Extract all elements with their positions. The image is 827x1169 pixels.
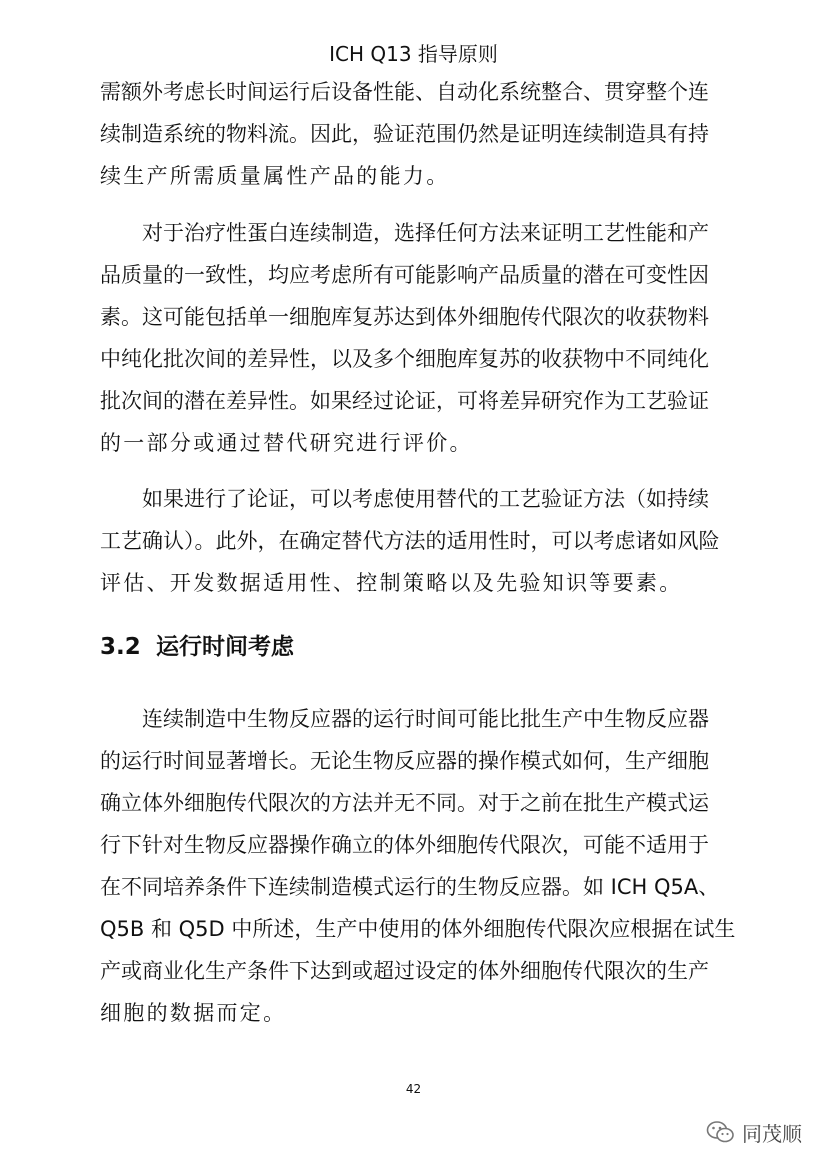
- watermark-text: 同茂顺: [742, 1122, 802, 1146]
- text-line: 品质量的一致性，均应考虑所有可能影响产品质量的潜在可变性因: [100, 263, 709, 287]
- text-line: 在不同培养条件下连续制造模式运行的生物反应器。如 ICH Q5A、: [100, 875, 720, 899]
- text-line: 的一部分或通过替代研究进行评价。: [100, 431, 473, 455]
- section-paragraph: [100, 698, 750, 1034]
- text-line: 对于治疗性蛋白连续制造，选择任何方法来证明工艺性能和产: [100, 221, 709, 245]
- text-line: 的运行时间显著增长。无论生物反应器的操作模式如何，生产细胞: [100, 749, 709, 773]
- text-line: 续制造系统的物料流。因此，验证范围仍然是证明连续制造具有持: [100, 122, 709, 146]
- text-line: 产或商业化生产条件下达到或超过设定的体外细胞传代限次的生产: [100, 959, 709, 983]
- text-line: 素。这可能包括单一细胞库复苏达到体外细胞传代限次的收获物料: [100, 305, 709, 329]
- text-line: 工艺确认）。此外，在确定替代方法的适用性时，可以考虑诸如风险: [100, 529, 720, 553]
- text-line: 如果进行了论证，可以考虑使用替代的工艺验证方法（如持续: [100, 487, 709, 511]
- page-header: [0, 42, 827, 66]
- section-title: 运行时间考虑: [156, 634, 295, 660]
- text-line: 批次间的潜在差异性。如果经过论证，可将差异研究作为工艺验证: [100, 389, 709, 413]
- text-line: 评估、开发数据适用性、控制策略以及先验知识等要素。: [100, 571, 683, 595]
- text-line: Q5B 和 Q5D 中所述，生产中使用的体外细胞传代限次应根据在试生: [100, 917, 736, 941]
- header-title: ICH Q13 指导原则: [329, 42, 498, 66]
- watermark: [706, 1118, 802, 1147]
- text-line: 需额外考虑长时间运行后设备性能、自动化系统整合、贯穿整个连: [100, 80, 709, 104]
- text-line: 行下针对生物反应器操作确立的体外细胞传代限次，可能不适用于: [100, 833, 709, 857]
- paragraph-1: [100, 71, 750, 197]
- page-number-text: 42: [405, 1082, 422, 1096]
- text-line: 连续制造中生物反应器的运行时间可能比批生产中生物反应器: [100, 707, 709, 731]
- section-number: 3.2: [100, 634, 141, 660]
- text-line: 细胞的数据而定。: [100, 1001, 287, 1025]
- wechat-icon: [706, 1120, 736, 1146]
- page-number: [0, 1082, 827, 1096]
- section-heading: [100, 631, 294, 663]
- paragraph-3: [100, 478, 750, 604]
- paragraph-2: [100, 212, 750, 464]
- text-line: 中纯化批次间的差异性，以及多个细胞库复苏的收获物中不同纯化: [100, 347, 709, 371]
- text-line: 确立体外细胞传代限次的方法并无不同。对于之前在批生产模式运: [100, 791, 709, 815]
- text-line: 续生产所需质量属性产品的能力。: [100, 164, 450, 188]
